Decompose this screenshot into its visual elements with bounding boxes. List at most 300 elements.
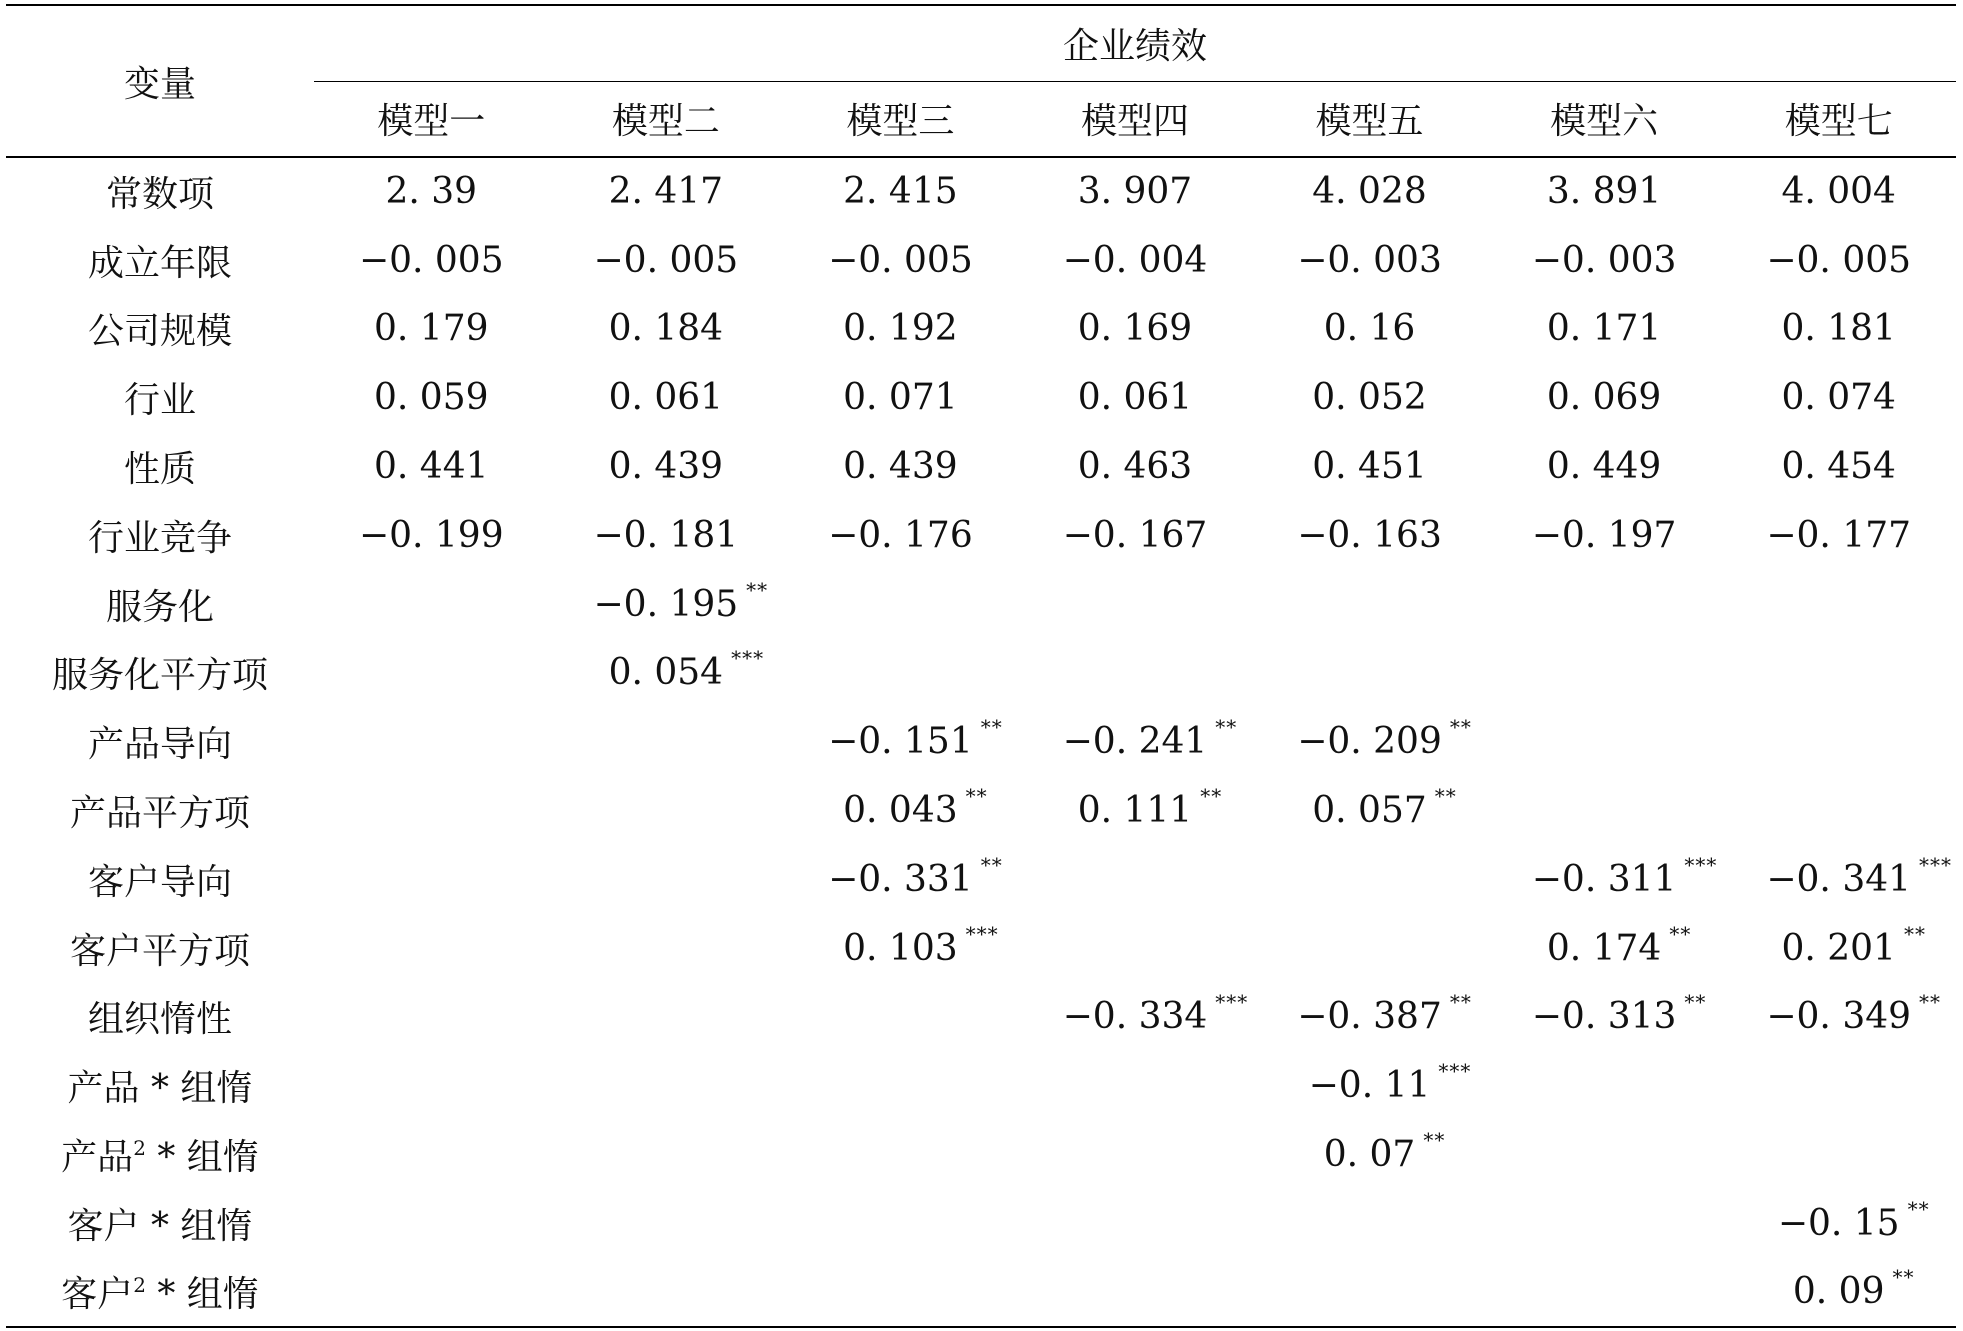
- coefficient-cell: [1487, 363, 1722, 432]
- row-label-text: 客户导向: [87, 861, 232, 903]
- row-label-text: 客户 * 组惰: [67, 1205, 253, 1247]
- coefficient-value: 0. 463: [1077, 446, 1193, 488]
- row-label: [6, 1051, 314, 1120]
- coefficient-cell: [314, 1120, 549, 1189]
- significance-stars: **: [1449, 715, 1472, 740]
- coefficient-cell: [1721, 639, 1956, 708]
- coefficient-value: −0. 11: [1308, 1065, 1431, 1107]
- coefficient-cell: [1721, 501, 1956, 570]
- row-label: [6, 432, 314, 501]
- coefficient-cell: [549, 983, 784, 1052]
- coefficient-wrapper: [1297, 990, 1472, 1038]
- coefficient-cell: [1018, 157, 1253, 226]
- row-label: [6, 1189, 314, 1258]
- coefficient-wrapper: [1547, 171, 1662, 212]
- coefficient-cell: [1018, 707, 1253, 776]
- coefficient-cell: [1252, 432, 1487, 501]
- coefficient-cell: [1721, 707, 1956, 776]
- coefficient-cell: [314, 983, 549, 1052]
- row-label: [6, 776, 314, 845]
- coefficient-cell: [1252, 914, 1487, 983]
- coefficient-cell: [783, 501, 1018, 570]
- significance-stars: **: [1449, 990, 1472, 1015]
- coefficient-cell: [1721, 1189, 1956, 1258]
- coefficient-wrapper: [1312, 377, 1427, 418]
- row-label: [6, 501, 314, 570]
- coefficient-value: −0. 331: [828, 858, 973, 900]
- coefficient-cell: [1487, 845, 1722, 914]
- coefficient-value: −0. 241: [1062, 721, 1208, 763]
- significance-stars: ***: [1215, 990, 1249, 1015]
- table-body: [6, 157, 1956, 1327]
- coefficient-wrapper: [374, 308, 489, 349]
- coefficient-wrapper: [1547, 446, 1662, 487]
- coefficient-value: 0. 09: [1792, 1271, 1885, 1313]
- significance-stars: **: [1907, 1196, 1930, 1221]
- table-row: [6, 845, 1956, 914]
- coefficient-cell: [1018, 639, 1253, 708]
- coefficient-cell: [1721, 914, 1956, 983]
- coefficient-cell: [1487, 226, 1722, 295]
- coefficient-value: 0. 201: [1781, 927, 1896, 969]
- coefficient-value: −0. 199: [358, 514, 504, 556]
- row-label: [6, 1258, 314, 1327]
- coefficient-value: 0. 179: [374, 308, 489, 350]
- coefficient-cell: [549, 363, 784, 432]
- coefficient-cell: [1487, 639, 1722, 708]
- significance-stars: **: [1200, 784, 1223, 809]
- coefficient-cell: [783, 363, 1018, 432]
- coefficient-value: −0. 311: [1531, 858, 1677, 900]
- coefficient-value: 0. 059: [374, 377, 489, 419]
- coefficient-wrapper: [1531, 990, 1707, 1038]
- coefficient-cell: [1018, 1189, 1253, 1258]
- coefficient-cell: [1721, 983, 1956, 1052]
- row-label-text: 公司规模: [87, 311, 232, 353]
- coefficient-cell: [783, 570, 1018, 639]
- coefficient-cell: [1721, 295, 1956, 364]
- row-label-tail: * 组惰: [145, 1137, 259, 1179]
- coefficient-value: 0. 071: [843, 377, 958, 419]
- coefficient-cell: [549, 501, 784, 570]
- coefficient-value: 0. 454: [1781, 446, 1896, 488]
- coefficient-cell: [1487, 914, 1722, 983]
- row-label-text: 组织惰性: [87, 999, 232, 1041]
- coefficient-value: 0. 07: [1323, 1134, 1416, 1176]
- coefficient-value: 0. 439: [843, 446, 958, 488]
- coefficient-wrapper: [1297, 515, 1442, 556]
- row-label-text: 服务化平方项: [51, 655, 268, 697]
- coefficient-cell: [1721, 1051, 1956, 1120]
- coefficient-cell: [1252, 1051, 1487, 1120]
- coefficient-wrapper: [1781, 446, 1896, 487]
- coefficient-cell: [1487, 501, 1722, 570]
- significance-stars: **: [1919, 990, 1942, 1015]
- coefficient-wrapper: [609, 377, 724, 418]
- coefficient-cell: [1721, 157, 1956, 226]
- coefficient-cell: [783, 1189, 1018, 1258]
- coefficient-cell: [1721, 570, 1956, 639]
- coefficient-cell: [1487, 157, 1722, 226]
- coefficient-value: −0. 163: [1297, 514, 1442, 556]
- coefficient-cell: [1018, 1120, 1253, 1189]
- coefficient-cell: [314, 845, 549, 914]
- significance-stars: **: [1423, 1128, 1446, 1153]
- coefficient-cell: [1487, 1258, 1722, 1327]
- coefficient-wrapper: [828, 515, 973, 556]
- coefficient-value: −0. 349: [1766, 996, 1912, 1038]
- significance-stars: ***: [731, 646, 765, 671]
- coefficient-wrapper: [1297, 240, 1442, 281]
- significance-stars: **: [980, 852, 1003, 877]
- coefficient-cell: [314, 1051, 549, 1120]
- coefficient-cell: [1721, 1258, 1956, 1327]
- coefficient-wrapper: [1297, 715, 1472, 763]
- significance-stars: **: [1215, 715, 1238, 740]
- row-label: [6, 295, 314, 364]
- significance-stars: **: [1434, 784, 1457, 809]
- coefficient-cell: [1252, 639, 1487, 708]
- table-row: [6, 295, 1956, 364]
- coefficient-cell: [314, 914, 549, 983]
- coefficient-wrapper: [593, 577, 769, 625]
- coefficient-value: −0. 15: [1777, 1202, 1900, 1244]
- table-row: [6, 914, 1956, 983]
- coefficient-value: −0. 195: [593, 583, 739, 625]
- coefficient-cell: [549, 295, 784, 364]
- row-label: [6, 157, 314, 226]
- coefficient-value: −0. 177: [1766, 514, 1912, 556]
- coefficient-cell: [549, 707, 784, 776]
- group-header: 企业绩效: [314, 5, 1956, 81]
- coefficient-cell: [783, 226, 1018, 295]
- row-label-superscript: 2: [133, 1273, 146, 1298]
- coefficient-value: 2. 417: [608, 171, 724, 213]
- row-label-text: 服务化: [105, 586, 214, 628]
- coefficient-cell: [314, 432, 549, 501]
- row-label-text: 性质: [123, 449, 196, 491]
- row-label-text: 产品: [61, 1137, 134, 1179]
- coefficient-wrapper: [1531, 852, 1718, 900]
- coefficient-cell: [1252, 570, 1487, 639]
- coefficient-cell: [314, 1258, 549, 1327]
- coefficient-value: 0. 043: [843, 790, 958, 832]
- row-label-text: 产品平方项: [69, 793, 250, 835]
- coefficient-value: 3. 891: [1546, 171, 1662, 213]
- coefficient-wrapper: [1077, 784, 1223, 832]
- significance-stars: ***: [1919, 852, 1953, 877]
- coefficient-cell: [1487, 570, 1722, 639]
- coefficient-wrapper: [1312, 784, 1457, 832]
- coefficient-value: −0. 313: [1531, 996, 1677, 1038]
- coefficient-cell: [1018, 226, 1253, 295]
- coefficient-value: 0. 441: [374, 446, 489, 488]
- coefficient-cell: [1721, 432, 1956, 501]
- coefficient-cell: [1018, 363, 1253, 432]
- model-header: 模型七: [1721, 81, 1956, 157]
- table-row: [6, 157, 1956, 226]
- coefficient-cell: [1487, 983, 1722, 1052]
- coefficient-cell: [1721, 845, 1956, 914]
- coefficient-wrapper: [1546, 921, 1692, 969]
- coefficient-value: 0. 171: [1546, 308, 1662, 350]
- coefficient-wrapper: [1078, 446, 1193, 487]
- coefficient-value: 0. 052: [1312, 377, 1427, 419]
- coefficient-wrapper: [594, 240, 739, 281]
- coefficient-wrapper: [1078, 377, 1193, 418]
- table-row: [6, 226, 1956, 295]
- coefficient-value: 0. 061: [1077, 377, 1193, 419]
- coefficient-value: −0. 005: [1766, 239, 1912, 281]
- significance-stars: **: [746, 577, 769, 602]
- coefficient-cell: [783, 707, 1018, 776]
- coefficient-wrapper: [609, 171, 724, 212]
- coefficient-wrapper: [374, 446, 489, 487]
- coefficient-cell: [549, 432, 784, 501]
- model-header: 模型二: [549, 81, 784, 157]
- coefficient-value: 0. 192: [843, 308, 958, 350]
- row-label-text: 行业: [123, 380, 196, 422]
- coefficient-value: 2. 39: [385, 171, 478, 213]
- coefficient-cell: [1487, 295, 1722, 364]
- coefficient-cell: [1487, 776, 1722, 845]
- coefficient-value: 0. 111: [1077, 790, 1193, 832]
- coefficient-value: 0. 174: [1546, 927, 1662, 969]
- table-row: [6, 639, 1956, 708]
- coefficient-wrapper: [1323, 1128, 1446, 1176]
- coefficient-wrapper: [1547, 377, 1662, 418]
- table-row: [6, 1120, 1956, 1189]
- coefficient-cell: [1018, 501, 1253, 570]
- coefficient-cell: [1721, 1120, 1956, 1189]
- significance-stars: **: [980, 715, 1003, 740]
- coefficient-value: 0. 054: [608, 652, 724, 694]
- coefficient-wrapper: [609, 446, 724, 487]
- coefficient-value: 0. 069: [1546, 377, 1662, 419]
- coefficient-wrapper: [1766, 240, 1911, 281]
- coefficient-wrapper: [1766, 515, 1911, 556]
- coefficient-cell: [549, 1051, 784, 1120]
- coefficient-value: −0. 387: [1297, 996, 1442, 1038]
- coefficient-cell: [783, 1120, 1018, 1189]
- significance-stars: **: [1684, 990, 1707, 1015]
- significance-stars: **: [965, 784, 988, 809]
- coefficient-wrapper: [843, 377, 958, 418]
- coefficient-value: −0. 167: [1062, 514, 1208, 556]
- coefficient-cell: [1252, 1258, 1487, 1327]
- coefficient-cell: [1721, 226, 1956, 295]
- table-row: [6, 363, 1956, 432]
- coefficient-cell: [1252, 776, 1487, 845]
- coefficient-value: −0. 005: [593, 239, 739, 281]
- row-label-superscript: 2: [133, 1136, 146, 1161]
- coefficient-cell: [549, 570, 784, 639]
- coefficient-wrapper: [1324, 308, 1416, 349]
- coefficient-wrapper: [1781, 921, 1926, 969]
- coefficient-cell: [314, 157, 549, 226]
- significance-stars: ***: [1684, 852, 1718, 877]
- table-row: [6, 1051, 1956, 1120]
- coefficient-cell: [549, 914, 784, 983]
- coefficient-value: −0. 151: [828, 721, 973, 763]
- coefficient-value: −0. 004: [1062, 239, 1208, 281]
- coefficient-wrapper: [828, 852, 1003, 900]
- coefficient-cell: [549, 226, 784, 295]
- coefficient-wrapper: [843, 171, 958, 212]
- coefficient-value: −0. 005: [358, 239, 504, 281]
- significance-stars: ***: [965, 921, 999, 946]
- coefficient-cell: [1018, 845, 1253, 914]
- row-label: [6, 570, 314, 639]
- coefficient-cell: [314, 226, 549, 295]
- coefficient-value: 4. 028: [1312, 171, 1427, 213]
- significance-stars: **: [1903, 921, 1926, 946]
- coefficient-value: 0. 061: [608, 377, 724, 419]
- table-row: [6, 432, 1956, 501]
- coefficient-wrapper: [1062, 990, 1249, 1038]
- coefficient-cell: [783, 776, 1018, 845]
- coefficient-wrapper: [843, 784, 988, 832]
- coefficient-cell: [783, 1258, 1018, 1327]
- table-row: [6, 570, 1956, 639]
- row-label: [6, 914, 314, 983]
- coefficient-value: −0. 197: [1531, 514, 1677, 556]
- row-label-text: 常数项: [105, 174, 214, 216]
- coefficient-cell: [1252, 226, 1487, 295]
- coefficient-cell: [1252, 363, 1487, 432]
- significance-stars: ***: [1438, 1059, 1472, 1084]
- row-label-tail: * 组惰: [145, 1274, 259, 1316]
- coefficient-cell: [1487, 1051, 1722, 1120]
- row-label-text: 成立年限: [87, 242, 232, 284]
- coefficient-value: −0. 181: [593, 514, 739, 556]
- coefficient-wrapper: [1532, 515, 1677, 556]
- table-row: [6, 501, 1956, 570]
- coefficient-cell: [314, 707, 549, 776]
- coefficient-cell: [549, 776, 784, 845]
- coefficient-cell: [1721, 776, 1956, 845]
- coefficient-cell: [1252, 295, 1487, 364]
- coefficient-value: 0. 057: [1312, 790, 1427, 832]
- coefficient-cell: [1487, 432, 1722, 501]
- coefficient-value: 0. 451: [1312, 446, 1427, 488]
- coefficient-wrapper: [359, 515, 504, 556]
- coefficient-cell: [1487, 1189, 1722, 1258]
- regression-table: [6, 4, 1956, 1328]
- coefficient-cell: [1252, 501, 1487, 570]
- row-label: [6, 845, 314, 914]
- coefficient-cell: [314, 570, 549, 639]
- coefficient-cell: [783, 1051, 1018, 1120]
- coefficient-wrapper: [1532, 240, 1677, 281]
- coefficient-cell: [314, 363, 549, 432]
- coefficient-cell: [783, 845, 1018, 914]
- coefficient-wrapper: [1308, 1059, 1472, 1107]
- coefficient-value: 0. 103: [843, 927, 958, 969]
- coefficient-cell: [783, 157, 1018, 226]
- model-header: 模型三: [783, 81, 1018, 157]
- coefficient-value: 0. 169: [1077, 308, 1193, 350]
- row-label-text: 行业竞争: [87, 517, 232, 559]
- coefficient-value: 0. 184: [608, 308, 724, 350]
- coefficient-wrapper: [828, 240, 973, 281]
- model-header: 模型六: [1487, 81, 1722, 157]
- coefficient-cell: [783, 914, 1018, 983]
- model-header: 模型一: [314, 81, 549, 157]
- coefficient-cell: [549, 157, 784, 226]
- coefficient-value: 0. 449: [1546, 446, 1662, 488]
- coefficient-wrapper: [1781, 308, 1896, 349]
- coefficient-wrapper: [1792, 1265, 1915, 1313]
- coefficient-cell: [1018, 1258, 1253, 1327]
- coefficient-cell: [1018, 1051, 1253, 1120]
- table-row: [6, 1258, 1956, 1327]
- coefficient-cell: [1018, 570, 1253, 639]
- coefficient-value: 0. 439: [608, 446, 724, 488]
- row-label: [6, 707, 314, 776]
- coefficient-cell: [783, 295, 1018, 364]
- row-label: [6, 363, 314, 432]
- coefficient-cell: [1252, 1120, 1487, 1189]
- coefficient-cell: [549, 1120, 784, 1189]
- coefficient-cell: [549, 639, 784, 708]
- model-header: 模型四: [1018, 81, 1253, 157]
- row-label: [6, 983, 314, 1052]
- row-label: [6, 1120, 314, 1189]
- coefficient-value: −0. 003: [1297, 239, 1442, 281]
- coefficient-value: −0. 003: [1531, 239, 1677, 281]
- row-label-text: 客户: [61, 1274, 134, 1316]
- table-row: [6, 776, 1956, 845]
- coefficient-value: 0. 16: [1323, 308, 1416, 350]
- coefficient-value: 0. 074: [1781, 377, 1896, 419]
- table-row: [6, 983, 1956, 1052]
- coefficient-wrapper: [843, 446, 958, 487]
- coefficient-wrapper: [1777, 1196, 1930, 1244]
- coefficient-cell: [783, 639, 1018, 708]
- coefficient-cell: [314, 1189, 549, 1258]
- coefficient-value: −0. 334: [1062, 996, 1208, 1038]
- coefficient-cell: [1487, 707, 1722, 776]
- coefficient-cell: [1018, 432, 1253, 501]
- significance-stars: **: [1892, 1265, 1915, 1290]
- row-label-text: 产品导向: [87, 724, 232, 766]
- coefficient-cell: [1018, 983, 1253, 1052]
- coefficient-cell: [314, 639, 549, 708]
- coefficient-wrapper: [843, 308, 958, 349]
- coefficient-cell: [549, 1258, 784, 1327]
- coefficient-cell: [1252, 983, 1487, 1052]
- coefficient-wrapper: [374, 377, 489, 418]
- coefficient-wrapper: [1312, 171, 1427, 212]
- coefficient-value: −0. 341: [1766, 858, 1912, 900]
- coefficient-wrapper: [1781, 171, 1896, 212]
- coefficient-wrapper: [1312, 446, 1427, 487]
- coefficient-cell: [314, 501, 549, 570]
- coefficient-cell: [1252, 157, 1487, 226]
- coefficient-value: −0. 005: [828, 239, 973, 281]
- coefficient-cell: [1018, 295, 1253, 364]
- coefficient-cell: [1487, 1120, 1722, 1189]
- coefficient-cell: [783, 432, 1018, 501]
- row-label-text: 客户平方项: [69, 930, 250, 972]
- coefficient-cell: [314, 776, 549, 845]
- coefficient-wrapper: [1063, 515, 1208, 556]
- coefficient-cell: [549, 845, 784, 914]
- coefficient-value: −0. 209: [1297, 721, 1442, 763]
- coefficient-wrapper: [359, 240, 504, 281]
- coefficient-wrapper: [609, 308, 724, 349]
